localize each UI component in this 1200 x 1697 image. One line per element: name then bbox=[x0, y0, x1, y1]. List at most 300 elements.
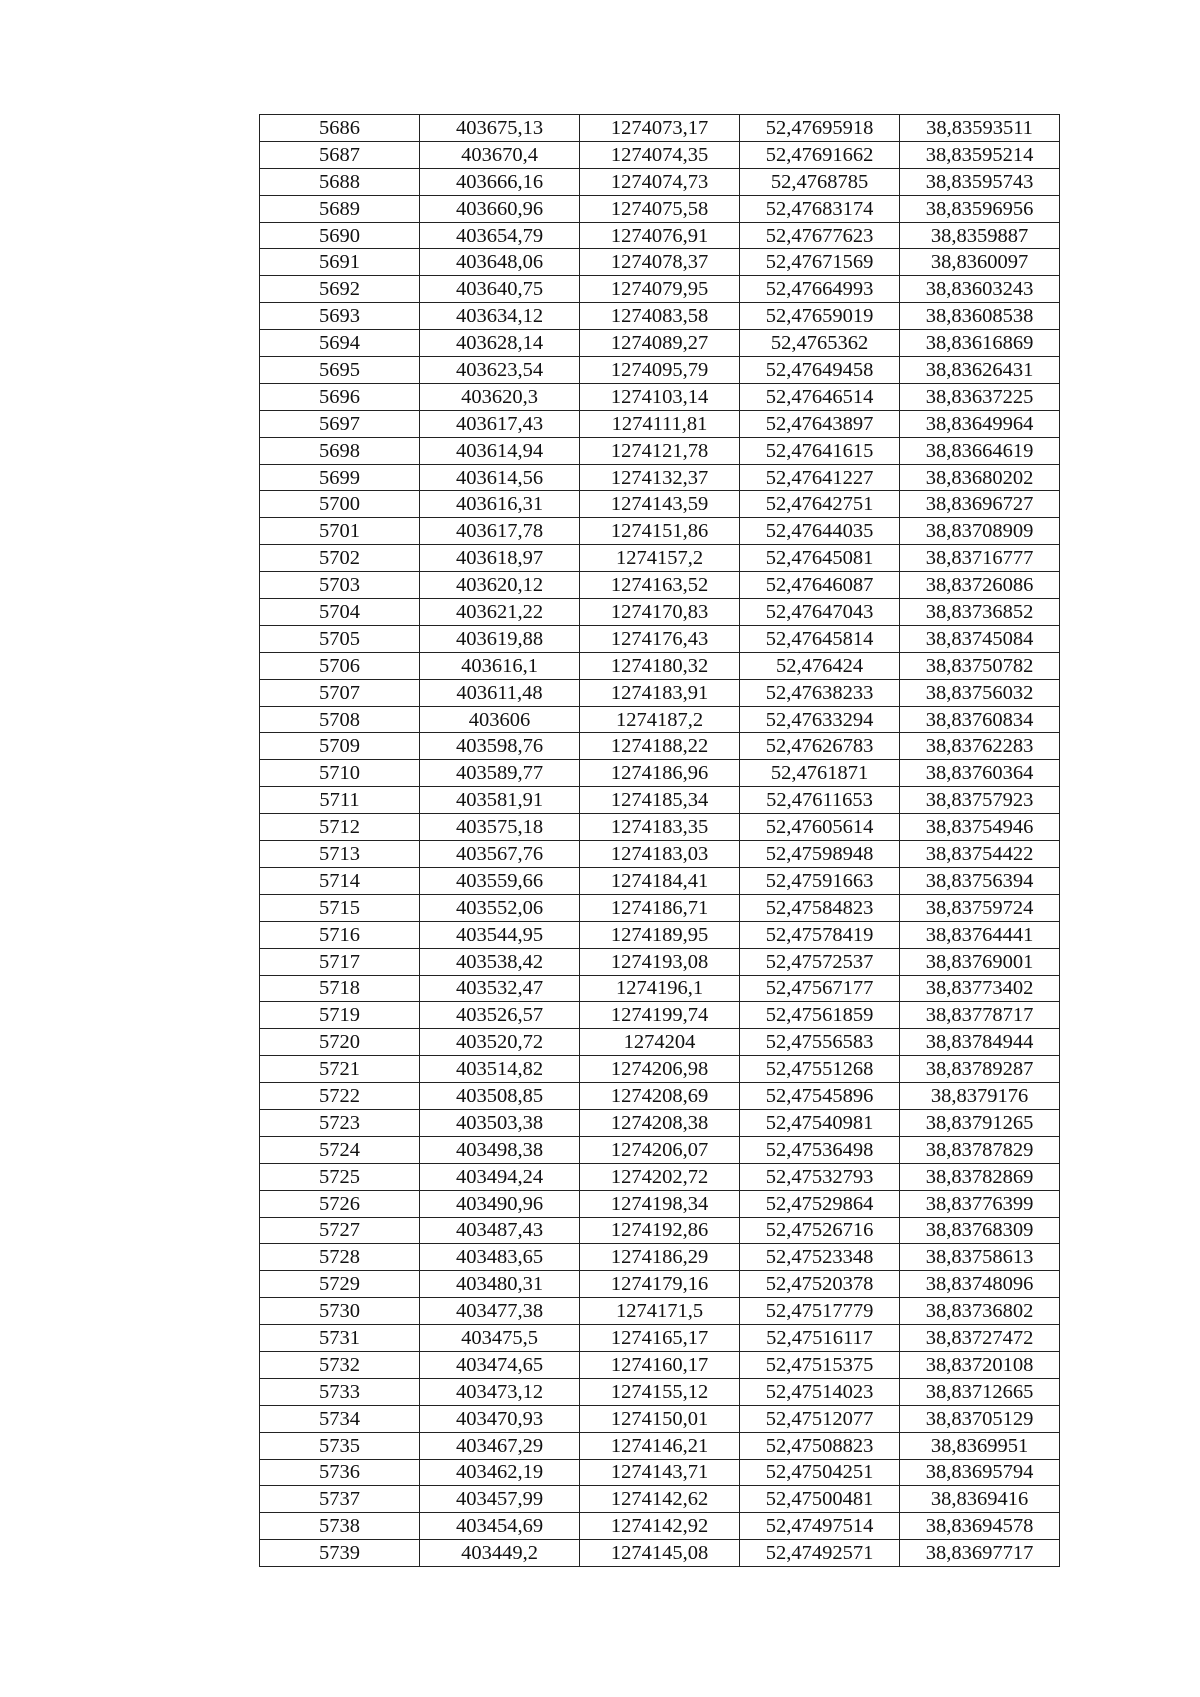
point-number-cell: 5718 bbox=[260, 975, 420, 1002]
point-number-cell: 5723 bbox=[260, 1109, 420, 1136]
table-row bbox=[260, 330, 1060, 357]
longitude-cell: 38,83768309 bbox=[900, 1217, 1060, 1244]
longitude-cell: 38,83697717 bbox=[900, 1540, 1060, 1567]
longitude-cell: 38,83608538 bbox=[900, 303, 1060, 330]
y-coordinate-cell: 1274157,2 bbox=[580, 545, 740, 572]
longitude-cell: 38,8369951 bbox=[900, 1432, 1060, 1459]
point-number-cell: 5712 bbox=[260, 814, 420, 841]
point-number-cell: 5701 bbox=[260, 518, 420, 545]
x-coordinate-cell: 403621,22 bbox=[420, 599, 580, 626]
latitude-cell: 52,47516117 bbox=[740, 1325, 900, 1352]
x-coordinate-cell: 403618,97 bbox=[420, 545, 580, 572]
table-row bbox=[260, 383, 1060, 410]
latitude-cell: 52,47633294 bbox=[740, 706, 900, 733]
point-number-cell: 5704 bbox=[260, 599, 420, 626]
x-coordinate-cell: 403598,76 bbox=[420, 733, 580, 760]
table-row bbox=[260, 491, 1060, 518]
latitude-cell: 52,47638233 bbox=[740, 679, 900, 706]
latitude-cell: 52,47520378 bbox=[740, 1271, 900, 1298]
table-row bbox=[260, 1029, 1060, 1056]
point-number-cell: 5699 bbox=[260, 464, 420, 491]
x-coordinate-cell: 403617,43 bbox=[420, 410, 580, 437]
longitude-cell: 38,83595214 bbox=[900, 141, 1060, 168]
point-number-cell: 5698 bbox=[260, 437, 420, 464]
longitude-cell: 38,83694578 bbox=[900, 1513, 1060, 1540]
y-coordinate-cell: 1274198,34 bbox=[580, 1190, 740, 1217]
longitude-cell: 38,83762283 bbox=[900, 733, 1060, 760]
table-row bbox=[260, 841, 1060, 868]
point-number-cell: 5717 bbox=[260, 948, 420, 975]
x-coordinate-cell: 403477,38 bbox=[420, 1298, 580, 1325]
y-coordinate-cell: 1274188,22 bbox=[580, 733, 740, 760]
longitude-cell: 38,83782869 bbox=[900, 1163, 1060, 1190]
latitude-cell: 52,47598948 bbox=[740, 841, 900, 868]
table-row bbox=[260, 195, 1060, 222]
table-row bbox=[260, 1405, 1060, 1432]
x-coordinate-cell: 403462,19 bbox=[420, 1459, 580, 1486]
longitude-cell: 38,83736802 bbox=[900, 1298, 1060, 1325]
point-number-cell: 5690 bbox=[260, 222, 420, 249]
x-coordinate-cell: 403617,78 bbox=[420, 518, 580, 545]
latitude-cell: 52,47677623 bbox=[740, 222, 900, 249]
longitude-cell: 38,83680202 bbox=[900, 464, 1060, 491]
y-coordinate-cell: 1274170,83 bbox=[580, 599, 740, 626]
point-number-cell: 5691 bbox=[260, 249, 420, 276]
table-row bbox=[260, 1136, 1060, 1163]
x-coordinate-cell: 403619,88 bbox=[420, 625, 580, 652]
y-coordinate-cell: 1274095,79 bbox=[580, 357, 740, 384]
y-coordinate-cell: 1274183,91 bbox=[580, 679, 740, 706]
longitude-cell: 38,83748096 bbox=[900, 1271, 1060, 1298]
latitude-cell: 52,47584823 bbox=[740, 894, 900, 921]
x-coordinate-cell: 403520,72 bbox=[420, 1029, 580, 1056]
longitude-cell: 38,8360097 bbox=[900, 249, 1060, 276]
latitude-cell: 52,47664993 bbox=[740, 276, 900, 303]
longitude-cell: 38,83726086 bbox=[900, 572, 1060, 599]
longitude-cell: 38,83664619 bbox=[900, 437, 1060, 464]
latitude-cell: 52,4765362 bbox=[740, 330, 900, 357]
latitude-cell: 52,47645081 bbox=[740, 545, 900, 572]
y-coordinate-cell: 1274199,74 bbox=[580, 1002, 740, 1029]
longitude-cell: 38,83756032 bbox=[900, 679, 1060, 706]
x-coordinate-cell: 403620,3 bbox=[420, 383, 580, 410]
table-row bbox=[260, 948, 1060, 975]
latitude-cell: 52,47645814 bbox=[740, 625, 900, 652]
latitude-cell: 52,47646087 bbox=[740, 572, 900, 599]
latitude-cell: 52,47523348 bbox=[740, 1244, 900, 1271]
table-row bbox=[260, 599, 1060, 626]
table-row bbox=[260, 1513, 1060, 1540]
y-coordinate-cell: 1274208,38 bbox=[580, 1109, 740, 1136]
longitude-cell: 38,83760834 bbox=[900, 706, 1060, 733]
x-coordinate-cell: 403449,2 bbox=[420, 1540, 580, 1567]
y-coordinate-cell: 1274076,91 bbox=[580, 222, 740, 249]
point-number-cell: 5687 bbox=[260, 141, 420, 168]
table-row bbox=[260, 1163, 1060, 1190]
longitude-cell: 38,83754946 bbox=[900, 814, 1060, 841]
y-coordinate-cell: 1274142,92 bbox=[580, 1513, 740, 1540]
table-row bbox=[260, 168, 1060, 195]
table-row bbox=[260, 249, 1060, 276]
table-row bbox=[260, 1540, 1060, 1567]
latitude-cell: 52,47641615 bbox=[740, 437, 900, 464]
x-coordinate-cell: 403634,12 bbox=[420, 303, 580, 330]
y-coordinate-cell: 1274074,73 bbox=[580, 168, 740, 195]
y-coordinate-cell: 1274073,17 bbox=[580, 115, 740, 142]
point-number-cell: 5715 bbox=[260, 894, 420, 921]
point-number-cell: 5728 bbox=[260, 1244, 420, 1271]
latitude-cell: 52,47644035 bbox=[740, 518, 900, 545]
y-coordinate-cell: 1274165,17 bbox=[580, 1325, 740, 1352]
table-row bbox=[260, 1244, 1060, 1271]
latitude-cell: 52,47556583 bbox=[740, 1029, 900, 1056]
latitude-cell: 52,47540981 bbox=[740, 1109, 900, 1136]
longitude-cell: 38,83773402 bbox=[900, 975, 1060, 1002]
x-coordinate-cell: 403616,31 bbox=[420, 491, 580, 518]
x-coordinate-cell: 403575,18 bbox=[420, 814, 580, 841]
latitude-cell: 52,47642751 bbox=[740, 491, 900, 518]
x-coordinate-cell: 403544,95 bbox=[420, 921, 580, 948]
point-number-cell: 5737 bbox=[260, 1486, 420, 1513]
table-row bbox=[260, 787, 1060, 814]
longitude-cell: 38,83760364 bbox=[900, 760, 1060, 787]
y-coordinate-cell: 1274184,41 bbox=[580, 867, 740, 894]
table-row bbox=[260, 276, 1060, 303]
y-coordinate-cell: 1274189,95 bbox=[580, 921, 740, 948]
longitude-cell: 38,83754422 bbox=[900, 841, 1060, 868]
table-row bbox=[260, 1459, 1060, 1486]
y-coordinate-cell: 1274155,12 bbox=[580, 1378, 740, 1405]
table-row bbox=[260, 894, 1060, 921]
latitude-cell: 52,4761871 bbox=[740, 760, 900, 787]
longitude-cell: 38,83764441 bbox=[900, 921, 1060, 948]
table-row bbox=[260, 1351, 1060, 1378]
x-coordinate-cell: 403473,12 bbox=[420, 1378, 580, 1405]
longitude-cell: 38,83705129 bbox=[900, 1405, 1060, 1432]
latitude-cell: 52,47591663 bbox=[740, 867, 900, 894]
point-number-cell: 5725 bbox=[260, 1163, 420, 1190]
x-coordinate-cell: 403611,48 bbox=[420, 679, 580, 706]
table-row bbox=[260, 1486, 1060, 1513]
y-coordinate-cell: 1274186,71 bbox=[580, 894, 740, 921]
latitude-cell: 52,47641227 bbox=[740, 464, 900, 491]
x-coordinate-cell: 403487,43 bbox=[420, 1217, 580, 1244]
y-coordinate-cell: 1274186,96 bbox=[580, 760, 740, 787]
table-row bbox=[260, 518, 1060, 545]
point-number-cell: 5713 bbox=[260, 841, 420, 868]
point-number-cell: 5721 bbox=[260, 1056, 420, 1083]
y-coordinate-cell: 1274074,35 bbox=[580, 141, 740, 168]
y-coordinate-cell: 1274186,29 bbox=[580, 1244, 740, 1271]
table-row bbox=[260, 1056, 1060, 1083]
longitude-cell: 38,83649964 bbox=[900, 410, 1060, 437]
point-number-cell: 5714 bbox=[260, 867, 420, 894]
y-coordinate-cell: 1274075,58 bbox=[580, 195, 740, 222]
y-coordinate-cell: 1274185,34 bbox=[580, 787, 740, 814]
latitude-cell: 52,47605614 bbox=[740, 814, 900, 841]
point-number-cell: 5736 bbox=[260, 1459, 420, 1486]
x-coordinate-cell: 403490,96 bbox=[420, 1190, 580, 1217]
longitude-cell: 38,83757923 bbox=[900, 787, 1060, 814]
latitude-cell: 52,47529864 bbox=[740, 1190, 900, 1217]
x-coordinate-cell: 403480,31 bbox=[420, 1271, 580, 1298]
table-row bbox=[260, 1109, 1060, 1136]
point-number-cell: 5716 bbox=[260, 921, 420, 948]
x-coordinate-cell: 403532,47 bbox=[420, 975, 580, 1002]
y-coordinate-cell: 1274176,43 bbox=[580, 625, 740, 652]
table-row bbox=[260, 410, 1060, 437]
table-row bbox=[260, 1378, 1060, 1405]
table-row bbox=[260, 921, 1060, 948]
point-number-cell: 5696 bbox=[260, 383, 420, 410]
longitude-cell: 38,83784944 bbox=[900, 1029, 1060, 1056]
point-number-cell: 5694 bbox=[260, 330, 420, 357]
table-row bbox=[260, 437, 1060, 464]
x-coordinate-cell: 403660,96 bbox=[420, 195, 580, 222]
y-coordinate-cell: 1274171,5 bbox=[580, 1298, 740, 1325]
point-number-cell: 5688 bbox=[260, 168, 420, 195]
point-number-cell: 5695 bbox=[260, 357, 420, 384]
table-row bbox=[260, 733, 1060, 760]
x-coordinate-cell: 403666,16 bbox=[420, 168, 580, 195]
coordinates-table-body bbox=[260, 115, 1060, 1567]
latitude-cell: 52,47514023 bbox=[740, 1378, 900, 1405]
point-number-cell: 5693 bbox=[260, 303, 420, 330]
x-coordinate-cell: 403628,14 bbox=[420, 330, 580, 357]
point-number-cell: 5738 bbox=[260, 1513, 420, 1540]
latitude-cell: 52,47643897 bbox=[740, 410, 900, 437]
longitude-cell: 38,83789287 bbox=[900, 1056, 1060, 1083]
longitude-cell: 38,8379176 bbox=[900, 1083, 1060, 1110]
y-coordinate-cell: 1274150,01 bbox=[580, 1405, 740, 1432]
longitude-cell: 38,83758613 bbox=[900, 1244, 1060, 1271]
latitude-cell: 52,47572537 bbox=[740, 948, 900, 975]
latitude-cell: 52,47500481 bbox=[740, 1486, 900, 1513]
y-coordinate-cell: 1274196,1 bbox=[580, 975, 740, 1002]
x-coordinate-cell: 403567,76 bbox=[420, 841, 580, 868]
table-row bbox=[260, 545, 1060, 572]
point-number-cell: 5709 bbox=[260, 733, 420, 760]
point-number-cell: 5731 bbox=[260, 1325, 420, 1352]
latitude-cell: 52,47691662 bbox=[740, 141, 900, 168]
y-coordinate-cell: 1274160,17 bbox=[580, 1351, 740, 1378]
x-coordinate-cell: 403514,82 bbox=[420, 1056, 580, 1083]
x-coordinate-cell: 403470,93 bbox=[420, 1405, 580, 1432]
table-row bbox=[260, 303, 1060, 330]
x-coordinate-cell: 403503,38 bbox=[420, 1109, 580, 1136]
point-number-cell: 5727 bbox=[260, 1217, 420, 1244]
y-coordinate-cell: 1274183,35 bbox=[580, 814, 740, 841]
y-coordinate-cell: 1274083,58 bbox=[580, 303, 740, 330]
y-coordinate-cell: 1274142,62 bbox=[580, 1486, 740, 1513]
longitude-cell: 38,83759724 bbox=[900, 894, 1060, 921]
point-number-cell: 5710 bbox=[260, 760, 420, 787]
x-coordinate-cell: 403526,57 bbox=[420, 1002, 580, 1029]
longitude-cell: 38,83637225 bbox=[900, 383, 1060, 410]
y-coordinate-cell: 1274143,59 bbox=[580, 491, 740, 518]
x-coordinate-cell: 403620,12 bbox=[420, 572, 580, 599]
longitude-cell: 38,83603243 bbox=[900, 276, 1060, 303]
table-row bbox=[260, 115, 1060, 142]
y-coordinate-cell: 1274193,08 bbox=[580, 948, 740, 975]
x-coordinate-cell: 403640,75 bbox=[420, 276, 580, 303]
y-coordinate-cell: 1274078,37 bbox=[580, 249, 740, 276]
longitude-cell: 38,83756394 bbox=[900, 867, 1060, 894]
latitude-cell: 52,47497514 bbox=[740, 1513, 900, 1540]
longitude-cell: 38,83787829 bbox=[900, 1136, 1060, 1163]
longitude-cell: 38,83791265 bbox=[900, 1109, 1060, 1136]
longitude-cell: 38,83593511 bbox=[900, 115, 1060, 142]
longitude-cell: 38,83720108 bbox=[900, 1351, 1060, 1378]
point-number-cell: 5720 bbox=[260, 1029, 420, 1056]
x-coordinate-cell: 403675,13 bbox=[420, 115, 580, 142]
table-row bbox=[260, 814, 1060, 841]
y-coordinate-cell: 1274151,86 bbox=[580, 518, 740, 545]
x-coordinate-cell: 403467,29 bbox=[420, 1432, 580, 1459]
y-coordinate-cell: 1274180,32 bbox=[580, 652, 740, 679]
y-coordinate-cell: 1274089,27 bbox=[580, 330, 740, 357]
x-coordinate-cell: 403475,5 bbox=[420, 1325, 580, 1352]
latitude-cell: 52,47561859 bbox=[740, 1002, 900, 1029]
point-number-cell: 5729 bbox=[260, 1271, 420, 1298]
point-number-cell: 5703 bbox=[260, 572, 420, 599]
latitude-cell: 52,47611653 bbox=[740, 787, 900, 814]
y-coordinate-cell: 1274163,52 bbox=[580, 572, 740, 599]
point-number-cell: 5733 bbox=[260, 1378, 420, 1405]
point-number-cell: 5706 bbox=[260, 652, 420, 679]
longitude-cell: 38,83727472 bbox=[900, 1325, 1060, 1352]
longitude-cell: 38,83716777 bbox=[900, 545, 1060, 572]
y-coordinate-cell: 1274079,95 bbox=[580, 276, 740, 303]
x-coordinate-cell: 403454,69 bbox=[420, 1513, 580, 1540]
longitude-cell: 38,83695794 bbox=[900, 1459, 1060, 1486]
point-number-cell: 5719 bbox=[260, 1002, 420, 1029]
longitude-cell: 38,83696727 bbox=[900, 491, 1060, 518]
table-row bbox=[260, 1271, 1060, 1298]
table-row bbox=[260, 464, 1060, 491]
y-coordinate-cell: 1274132,37 bbox=[580, 464, 740, 491]
table-row bbox=[260, 1325, 1060, 1352]
point-number-cell: 5689 bbox=[260, 195, 420, 222]
table-row bbox=[260, 1002, 1060, 1029]
x-coordinate-cell: 403494,24 bbox=[420, 1163, 580, 1190]
latitude-cell: 52,47647043 bbox=[740, 599, 900, 626]
y-coordinate-cell: 1274187,2 bbox=[580, 706, 740, 733]
y-coordinate-cell: 1274111,81 bbox=[580, 410, 740, 437]
x-coordinate-cell: 403589,77 bbox=[420, 760, 580, 787]
y-coordinate-cell: 1274121,78 bbox=[580, 437, 740, 464]
table-row bbox=[260, 867, 1060, 894]
longitude-cell: 38,83769001 bbox=[900, 948, 1060, 975]
x-coordinate-cell: 403581,91 bbox=[420, 787, 580, 814]
table-row bbox=[260, 141, 1060, 168]
latitude-cell: 52,47646514 bbox=[740, 383, 900, 410]
longitude-cell: 38,8359887 bbox=[900, 222, 1060, 249]
point-number-cell: 5722 bbox=[260, 1083, 420, 1110]
table-row bbox=[260, 1217, 1060, 1244]
table-row bbox=[260, 357, 1060, 384]
x-coordinate-cell: 403616,1 bbox=[420, 652, 580, 679]
x-coordinate-cell: 403457,99 bbox=[420, 1486, 580, 1513]
table-row bbox=[260, 760, 1060, 787]
latitude-cell: 52,47517779 bbox=[740, 1298, 900, 1325]
latitude-cell: 52,47551268 bbox=[740, 1056, 900, 1083]
x-coordinate-cell: 403508,85 bbox=[420, 1083, 580, 1110]
point-number-cell: 5686 bbox=[260, 115, 420, 142]
latitude-cell: 52,47626783 bbox=[740, 733, 900, 760]
y-coordinate-cell: 1274202,72 bbox=[580, 1163, 740, 1190]
point-number-cell: 5697 bbox=[260, 410, 420, 437]
latitude-cell: 52,47671569 bbox=[740, 249, 900, 276]
latitude-cell: 52,47536498 bbox=[740, 1136, 900, 1163]
point-number-cell: 5705 bbox=[260, 625, 420, 652]
longitude-cell: 38,83595743 bbox=[900, 168, 1060, 195]
y-coordinate-cell: 1274103,14 bbox=[580, 383, 740, 410]
x-coordinate-cell: 403670,4 bbox=[420, 141, 580, 168]
longitude-cell: 38,83776399 bbox=[900, 1190, 1060, 1217]
longitude-cell: 38,83745084 bbox=[900, 625, 1060, 652]
latitude-cell: 52,47545896 bbox=[740, 1083, 900, 1110]
point-number-cell: 5726 bbox=[260, 1190, 420, 1217]
latitude-cell: 52,47567177 bbox=[740, 975, 900, 1002]
longitude-cell: 38,83736852 bbox=[900, 599, 1060, 626]
longitude-cell: 38,83616869 bbox=[900, 330, 1060, 357]
y-coordinate-cell: 1274183,03 bbox=[580, 841, 740, 868]
x-coordinate-cell: 403559,66 bbox=[420, 867, 580, 894]
latitude-cell: 52,47659019 bbox=[740, 303, 900, 330]
y-coordinate-cell: 1274206,98 bbox=[580, 1056, 740, 1083]
y-coordinate-cell: 1274146,21 bbox=[580, 1432, 740, 1459]
point-number-cell: 5711 bbox=[260, 787, 420, 814]
y-coordinate-cell: 1274143,71 bbox=[580, 1459, 740, 1486]
latitude-cell: 52,476424 bbox=[740, 652, 900, 679]
table-row bbox=[260, 706, 1060, 733]
point-number-cell: 5700 bbox=[260, 491, 420, 518]
coordinates-table bbox=[259, 114, 1060, 1567]
y-coordinate-cell: 1274192,86 bbox=[580, 1217, 740, 1244]
x-coordinate-cell: 403552,06 bbox=[420, 894, 580, 921]
table-row bbox=[260, 679, 1060, 706]
latitude-cell: 52,47515375 bbox=[740, 1351, 900, 1378]
latitude-cell: 52,4768785 bbox=[740, 168, 900, 195]
y-coordinate-cell: 1274145,08 bbox=[580, 1540, 740, 1567]
x-coordinate-cell: 403474,65 bbox=[420, 1351, 580, 1378]
table-row bbox=[260, 652, 1060, 679]
latitude-cell: 52,47504251 bbox=[740, 1459, 900, 1486]
table-row bbox=[260, 625, 1060, 652]
latitude-cell: 52,47695918 bbox=[740, 115, 900, 142]
point-number-cell: 5692 bbox=[260, 276, 420, 303]
table-row bbox=[260, 1190, 1060, 1217]
x-coordinate-cell: 403483,65 bbox=[420, 1244, 580, 1271]
longitude-cell: 38,83708909 bbox=[900, 518, 1060, 545]
x-coordinate-cell: 403614,56 bbox=[420, 464, 580, 491]
latitude-cell: 52,47492571 bbox=[740, 1540, 900, 1567]
longitude-cell: 38,83626431 bbox=[900, 357, 1060, 384]
point-number-cell: 5707 bbox=[260, 679, 420, 706]
longitude-cell: 38,83596956 bbox=[900, 195, 1060, 222]
point-number-cell: 5702 bbox=[260, 545, 420, 572]
latitude-cell: 52,47512077 bbox=[740, 1405, 900, 1432]
longitude-cell: 38,83750782 bbox=[900, 652, 1060, 679]
point-number-cell: 5739 bbox=[260, 1540, 420, 1567]
point-number-cell: 5708 bbox=[260, 706, 420, 733]
point-number-cell: 5730 bbox=[260, 1298, 420, 1325]
point-number-cell: 5734 bbox=[260, 1405, 420, 1432]
longitude-cell: 38,8369416 bbox=[900, 1486, 1060, 1513]
y-coordinate-cell: 1274179,16 bbox=[580, 1271, 740, 1298]
latitude-cell: 52,47578419 bbox=[740, 921, 900, 948]
